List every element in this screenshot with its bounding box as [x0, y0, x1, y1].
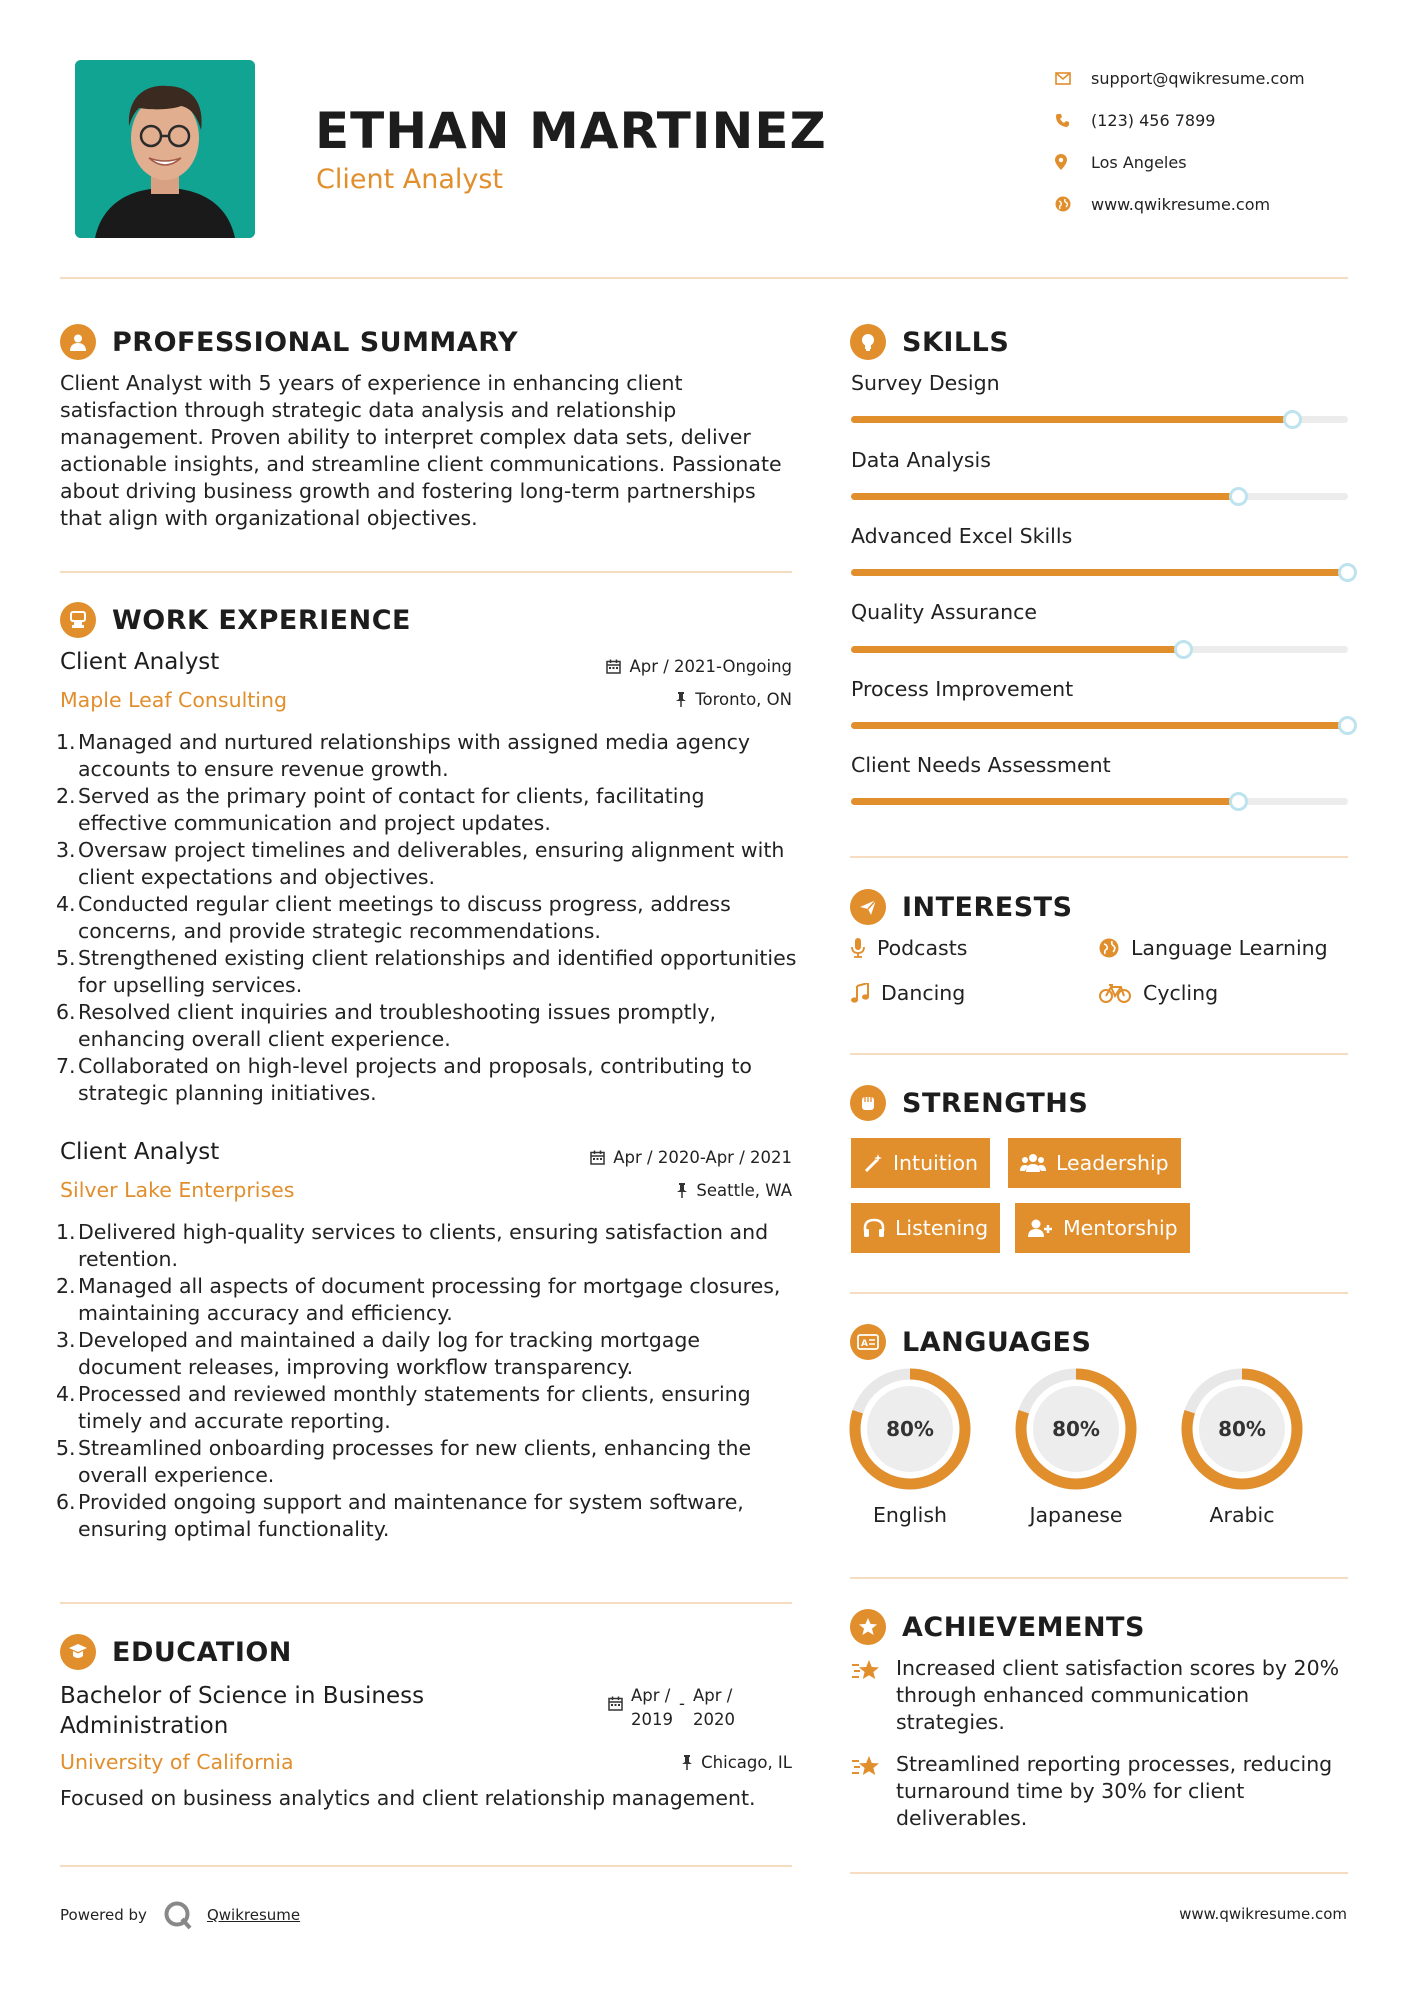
summary-heading [60, 322, 518, 362]
list-item: 3. Oversaw project timelines and deliverables, ensuring alignment with client expectations and objectives. [56, 838, 785, 889]
language-percent: 80% [1052, 1417, 1100, 1441]
contact-email-text: support@qwikresume.com [1091, 68, 1305, 88]
calendar-icon [590, 1150, 605, 1165]
achievement-item [851, 1751, 1351, 1832]
achievements-heading [850, 1607, 1145, 1647]
list-item: 5. Streamlined onboarding processes for new clients, enhancing the overall experience. [56, 1436, 752, 1487]
interest-label: Podcasts [877, 936, 968, 960]
strength-badge [1008, 1138, 1181, 1188]
list-item: 2. Served as the primary point of contact for clients, facilitating effective communication and project updates. [56, 784, 705, 835]
list-item: 6. Provided ongoing support and maintenance for system software, ensuring optimal functionality. [56, 1490, 744, 1541]
interests-heading [850, 887, 1073, 927]
job-dates [590, 1148, 792, 1167]
interest-label: Dancing [881, 981, 966, 1005]
experience-title: WORK EXPERIENCE [112, 604, 411, 636]
skill-label: Survey Design [851, 371, 1000, 395]
language-card-icon [850, 1324, 886, 1360]
footer-website[interactable]: www.qwikresume.com [1179, 1905, 1347, 1923]
fist-icon [850, 1085, 886, 1121]
skill-bar-fill [851, 722, 1348, 729]
candidate-title: Client Analyst [316, 164, 504, 195]
calendar-icon [608, 1696, 623, 1711]
skills-divider [850, 856, 1348, 858]
job-location [676, 1181, 792, 1200]
contact-phone[interactable] [1055, 99, 1305, 141]
skill-bar-handle [1338, 716, 1357, 735]
skill-label: Client Needs Assessment [851, 753, 1111, 777]
lightbulb-icon [850, 324, 886, 360]
candidate-name: ETHAN MARTINEZ [315, 102, 827, 160]
language-item [1014, 1367, 1138, 1527]
briefcase-icon [60, 602, 96, 638]
skill-label: Data Analysis [851, 448, 991, 472]
contact-website[interactable] [1055, 183, 1305, 225]
skill-bar [851, 646, 1348, 653]
education-end-date: Apr / 2020 [693, 1686, 735, 1729]
job-dates-text: Apr / 2021-Ongoing [629, 657, 792, 676]
languages-heading [850, 1322, 1091, 1362]
svg-text:A: A [861, 1339, 868, 1349]
list-item: 7. Collaborated on high-level projects and proposals, contributing to strategic planning initiatives. [56, 1054, 752, 1105]
contact-email[interactable] [1055, 57, 1305, 99]
job-title: Client Analyst [60, 1139, 220, 1165]
interests-title: INTERESTS [902, 891, 1073, 923]
pushpin-icon [676, 1183, 688, 1198]
star-badge-icon [850, 1609, 886, 1645]
summary-text: Client Analyst with 5 years of experience in enhancing client satisfaction through strategic data analysis and relationship management. Proven ability to interpret complex data sets, deliver actionable insights, and streamline client communications. Passionate about driving business growth and fostering long-term partnerships that align with organizational objectives. [60, 371, 782, 530]
list-item: 1. Delivered high-quality services to clients, ensuring satisfaction and retention. [56, 1220, 769, 1271]
job-location-text: Toronto, ON [695, 690, 792, 709]
language-name: Arabic [1209, 1503, 1275, 1527]
list-item: 1. Managed and nurtured relationships with assigned media agency accounts to ensure revenue growth. [56, 730, 751, 781]
phone-icon [1055, 113, 1091, 128]
person-portrait-icon [75, 60, 255, 238]
pushpin-icon [675, 692, 687, 707]
list-item: 4. Conducted regular client meetings to discuss progress, address concerns, and provide strategic recommendations. [56, 892, 731, 943]
list-item: 2. Managed all aspects of document processing for mortgage closures, maintaining accuracy and efficiency. [56, 1274, 781, 1325]
education-description: Focused on business analytics and client relationship management. [60, 1786, 756, 1810]
job-dates [606, 657, 792, 676]
strengths-title: STRENGTHS [902, 1087, 1089, 1119]
qwikresume-logo-icon [163, 1900, 193, 1930]
skill-bar [851, 569, 1348, 576]
list-item: 5. Strengthened existing client relationships and identified opportunities for upselling services. [56, 946, 797, 997]
qwikresume-link[interactable]: Qwikresume [206, 1906, 301, 1924]
contact-website-text: www.qwikresume.com [1091, 194, 1271, 214]
strength-label: Listening [895, 1216, 989, 1240]
school-name: University of California [60, 1750, 294, 1774]
strength-badge [851, 1138, 990, 1188]
degree-title: Bachelor of Science in Business Administration [60, 1683, 425, 1739]
skill-bar [851, 722, 1348, 729]
skills-title: SKILLS [902, 326, 1010, 358]
education-location [681, 1753, 792, 1772]
microphone-icon [851, 938, 865, 958]
skill-bar-handle [1283, 410, 1302, 429]
achievements-title: ACHIEVEMENTS [902, 1611, 1145, 1643]
skill-bar-handle [1229, 487, 1248, 506]
skills-heading [850, 322, 1009, 362]
user-icon [60, 324, 96, 360]
globe-icon [1055, 196, 1091, 212]
skill-label: Quality Assurance [851, 600, 1038, 624]
languages-divider [850, 1577, 1348, 1579]
star-icon [851, 1751, 896, 1832]
footer-powered-by [60, 1900, 300, 1930]
experience-heading [60, 600, 411, 640]
job-company: Silver Lake Enterprises [60, 1178, 295, 1202]
graduation-icon [60, 1634, 96, 1670]
skill-label: Advanced Excel Skills [851, 524, 1073, 548]
education-date-separator: - [679, 1694, 685, 1713]
interest-item [1099, 936, 1328, 960]
summary-divider [60, 571, 792, 573]
contact-list [1055, 57, 1305, 225]
user-plus-icon [1027, 1218, 1053, 1238]
language-item [848, 1367, 972, 1527]
languages-title: LANGUAGES [902, 1326, 1092, 1358]
pushpin-icon [681, 1755, 693, 1770]
education-divider [60, 1865, 792, 1867]
list-item: 6. Resolved client inquiries and troubleshooting issues promptly, enhancing overall client experience. [56, 1000, 716, 1051]
skill-bar-handle [1338, 563, 1357, 582]
job-title: Client Analyst [60, 649, 220, 675]
powered-by-label: Powered by [60, 1906, 147, 1924]
achievement-text: Streamlined reporting processes, reducing turnaround time by 30% for client deliverables. [896, 1752, 1333, 1830]
strength-label: Intuition [893, 1151, 979, 1175]
bicycle-icon [1099, 983, 1131, 1003]
education-heading [60, 1632, 292, 1672]
skill-bar-handle [1174, 640, 1193, 659]
language-percent: 80% [1218, 1417, 1266, 1441]
star-icon [851, 1655, 896, 1736]
profile-photo [75, 60, 255, 238]
job-responsibilities [56, 1219, 800, 1543]
achievement-text: Increased client satisfaction scores by 20% through enhanced communication strategies. [896, 1656, 1340, 1734]
skill-bar [851, 416, 1348, 423]
language-percent: 80% [886, 1417, 934, 1441]
education-dates [608, 1684, 741, 1732]
job-company: Maple Leaf Consulting [60, 688, 288, 712]
language-name: English [872, 1503, 948, 1527]
strength-label: Leadership [1056, 1151, 1169, 1175]
skill-bar-fill [851, 798, 1239, 805]
strengths-divider [850, 1292, 1348, 1294]
skill-bar [851, 493, 1348, 500]
interests-divider [850, 1053, 1348, 1055]
magic-wand-icon [863, 1153, 883, 1173]
education-location-text: Chicago, IL [701, 1753, 792, 1772]
experience-divider [60, 1602, 792, 1604]
summary-title: PROFESSIONAL SUMMARY [112, 326, 519, 358]
language-name: Japanese [1029, 1503, 1123, 1527]
job-location [675, 690, 792, 709]
skill-bar-fill [851, 493, 1239, 500]
contact-location [1055, 141, 1305, 183]
job-location-text: Seattle, WA [696, 1181, 792, 1200]
strength-badge [1015, 1203, 1190, 1253]
contact-location-text: Los Angeles [1091, 152, 1187, 172]
achievement-item [851, 1655, 1351, 1736]
skill-bar-handle [1229, 792, 1248, 811]
skill-bar-fill [851, 416, 1293, 423]
users-icon [1020, 1153, 1046, 1173]
music-note-icon [851, 983, 869, 1003]
location-pin-icon [1055, 154, 1091, 170]
strength-badge [851, 1203, 1000, 1253]
paper-plane-icon [850, 889, 886, 925]
interest-label: Cycling [1143, 981, 1219, 1005]
skill-bar [851, 798, 1348, 805]
headphones-icon [863, 1218, 885, 1238]
interest-item [851, 981, 965, 1005]
job-dates-text: Apr / 2020-Apr / 2021 [613, 1148, 792, 1167]
interest-label: Language Learning [1131, 936, 1328, 960]
strengths-heading [850, 1083, 1088, 1123]
skill-bar-fill [851, 646, 1184, 653]
interest-item [851, 936, 967, 960]
globe-icon [1099, 938, 1119, 958]
strength-label: Mentorship [1063, 1216, 1178, 1240]
list-item: 4. Processed and reviewed monthly statements for clients, ensuring timely and accurate reporting. [56, 1382, 751, 1433]
contact-phone-text: (123) 456 7899 [1091, 110, 1216, 130]
list-item: 3. Developed and maintained a daily log for tracking mortgage document releases, improving workflow transparency. [56, 1328, 700, 1379]
job-responsibilities [56, 729, 800, 1107]
language-item [1180, 1367, 1304, 1527]
calendar-icon [606, 659, 621, 674]
education-title: EDUCATION [112, 1636, 292, 1668]
envelope-icon [1055, 72, 1091, 85]
skill-bar-fill [851, 569, 1348, 576]
education-start-date: Apr / 2019 [631, 1686, 673, 1729]
skill-label: Process Improvement [851, 677, 1074, 701]
header-divider [60, 277, 1348, 279]
achievements-divider [850, 1872, 1348, 1874]
interest-item [1099, 981, 1218, 1005]
